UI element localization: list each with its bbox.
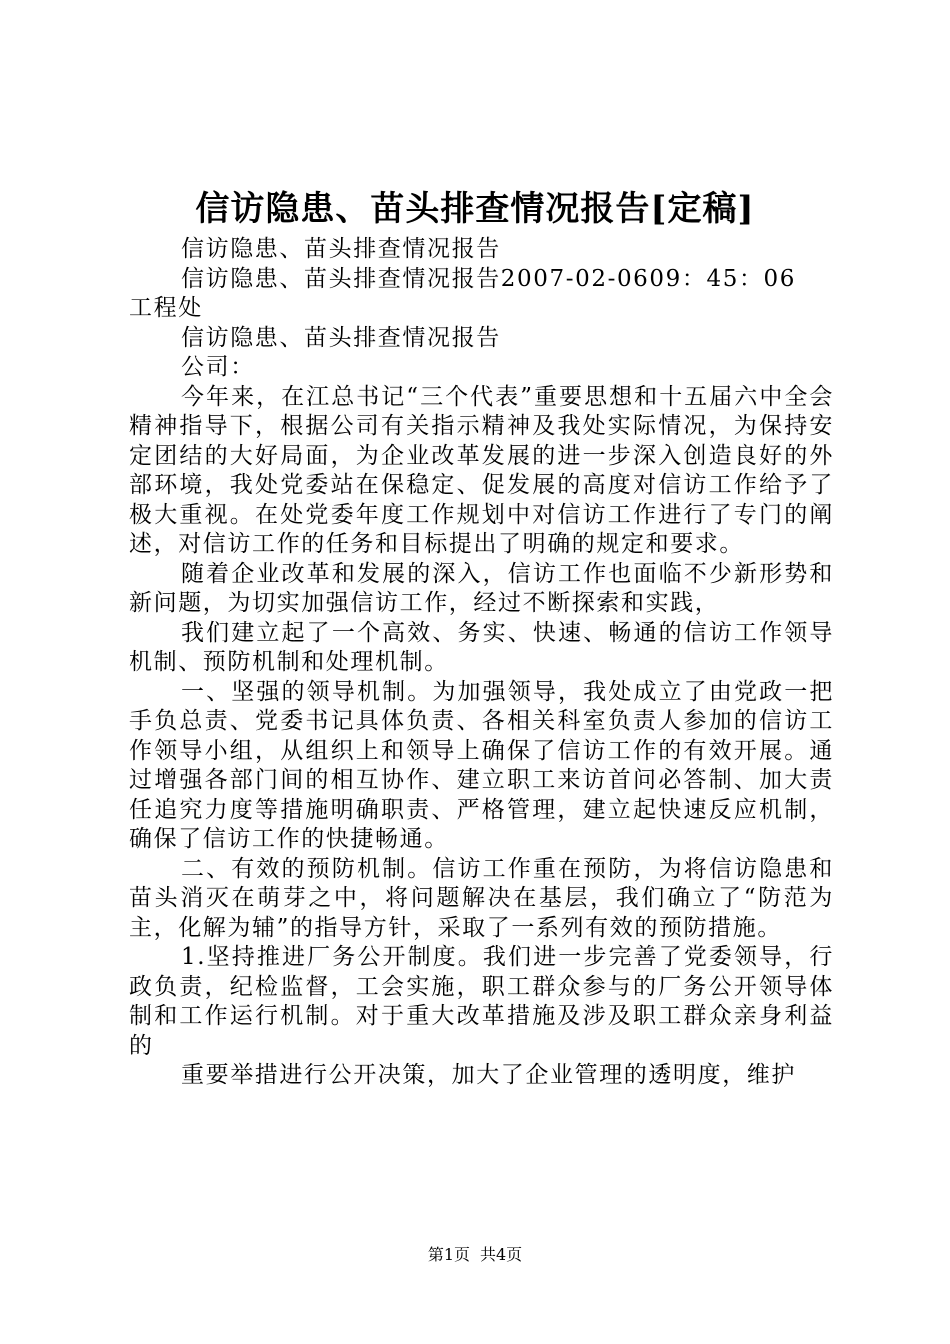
paragraph-factory-affairs: 1.坚持推进厂务公开制度。我们进一步完善了党委领导，行政负责，纪检监督，工会实施，职工群众参与的厂务公开领导体制和工作运行机制。对于重大改革措施及涉及职工群众亲身利益的 [129, 944, 834, 1059]
page-footer [0, 1244, 950, 1266]
paragraph-heading-3: 信访隐患、苗头排查情况报告 [181, 324, 501, 351]
paragraph-heading-1: 信访隐患、苗头排查情况报告 [181, 236, 501, 262]
paragraph-heading-2: 信访隐患、苗头排查情况报告2007-02-0609：45：06 [181, 265, 797, 292]
paragraph-department: 工程处 [129, 295, 203, 321]
paragraph-new-situation: 随着企业改革和发展的深入，信访工作也面临不少新形势和新问题，为切实加强信访工作，经过不断探索和实践， [129, 560, 834, 616]
paragraph-prevention: 二、有效的预防机制。信访工作重在预防，为将信访隐患和苗头消灭在萌芽之中，将问题解决在基层，我们确立了“防范为主，化解为辅”的指导方针，采取了一系列有效的预防措施。 [129, 855, 834, 941]
paragraph-intro: 今年来，在江总书记“三个代表”重要思想和十五届六中全会精神指导下，根据公司有关指示精神及我处实际情况，为保持安定团结的大好局面，为企业改革发展的进一步深入创造良好的外部环境，我处党委站在保稳定、促发展的高度对信访工作给予了极大重视。在处党委年度工作规划中对信访工作进行了专门的阐述，对信访工作的任务和目标提出了明确的规定和要求。 [129, 383, 834, 557]
document-body [129, 235, 834, 1091]
document-title: 信访隐患、苗头排查情况报告[定稿] [195, 189, 755, 229]
paragraph-leadership: 一、坚强的领导机制。为加强领导，我处成立了由党政一把手负总责、党委书记具体负责、各相关科室负责人参加的信访工作领导小组，从组织上和领导上确保了信访工作的有效开展。通过增强各部门间的相互协作、建立职工来访首问必答制、加大责任追究力度等措施明确职责、严格管理，建立起快速反应机制，确保了信访工作的快捷畅通。 [129, 678, 834, 852]
paragraph-decisions: 重要举措进行公开决策，加大了企业管理的透明度，维护 [181, 1062, 796, 1088]
paragraph-mechanisms: 我们建立起了一个高效、务实、快速、畅通的信访工作领导机制、预防机制和处理机制。 [129, 619, 834, 675]
paragraph-salutation: 公司： [181, 354, 255, 380]
page-number: 第1页 [427, 1245, 470, 1264]
page-total: 共4页 [480, 1245, 523, 1264]
